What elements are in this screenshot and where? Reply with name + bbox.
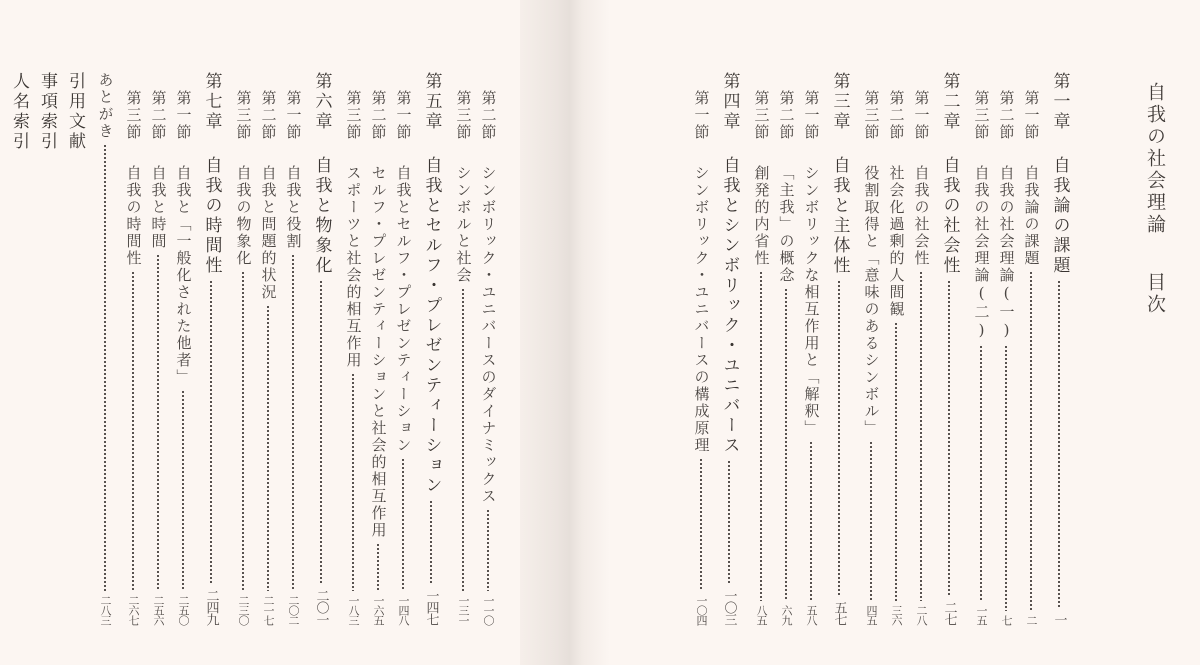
entry-title: 自我の時間性 <box>201 156 222 276</box>
dot-leader <box>980 345 982 601</box>
page-number: 一五 <box>975 605 988 625</box>
entry-title: 創発的内省性 <box>752 165 771 267</box>
dot-leader <box>402 458 404 591</box>
dot-leader <box>1030 271 1032 611</box>
dot-leader <box>242 271 244 591</box>
entry-title: 自我と「一般化された他者」 <box>174 165 193 386</box>
dot-leader <box>728 460 730 585</box>
toc-heading: 目次 <box>1144 272 1166 316</box>
entry-title: スポーツと社会的相互作用 <box>344 165 363 369</box>
page-number: 五八 <box>805 605 818 625</box>
entry-number: 第二節 <box>887 90 906 141</box>
dot-leader <box>132 271 134 591</box>
dot-leader <box>210 280 212 585</box>
page-number: 二八三 <box>99 595 112 625</box>
entry-title: 自我とセルフ・プレゼンティーション <box>421 156 442 496</box>
entry-number: 第二節 <box>259 90 278 141</box>
book-title: 自我の社会理論 <box>1144 82 1166 236</box>
page-number: 四五 <box>865 605 878 625</box>
entry-title: 自我と物象化 <box>311 156 332 276</box>
entry-title: 自我の時間性 <box>124 165 143 267</box>
toc-chapter-entry[interactable] <box>718 72 740 625</box>
page-number: 六九 <box>780 605 793 625</box>
dot-leader <box>320 280 322 585</box>
page-number: 三六 <box>890 605 903 625</box>
page-number: 二 <box>1025 615 1038 625</box>
toc-chapter-entry[interactable] <box>310 72 332 625</box>
book-title-block <box>1145 82 1164 316</box>
entry-number: 第三節 <box>344 90 363 141</box>
page-number: 一四八 <box>397 595 410 625</box>
page-number: 二五〇 <box>177 595 190 625</box>
entry-title: 自我論の課題 <box>1049 156 1070 276</box>
entry-number: 第二章 <box>939 72 960 132</box>
toc-section-entry[interactable] <box>232 90 254 625</box>
toc-section-entry[interactable] <box>367 90 389 625</box>
toc-section-entry[interactable] <box>750 90 772 625</box>
entry-number: 第七章 <box>201 72 222 132</box>
toc-chapter-entry[interactable] <box>938 72 960 625</box>
entry-title: 自我と主体性 <box>829 156 850 276</box>
page-number: 八五 <box>755 605 768 625</box>
toc-section-entry[interactable] <box>172 90 194 625</box>
toc-section-entry[interactable] <box>860 90 882 625</box>
entry-title: 自我論の課題 <box>1022 165 1041 267</box>
dot-leader <box>895 322 897 601</box>
entry-title: シンボリックな相互作用と「解釈」 <box>802 165 821 437</box>
toc-section-entry[interactable] <box>122 90 144 625</box>
entry-number: 第一節 <box>1022 90 1041 141</box>
dot-leader <box>462 288 464 591</box>
entry-number: 第六章 <box>311 72 332 132</box>
page-number: 二七 <box>941 601 957 625</box>
page-number: 二一七 <box>262 595 275 625</box>
book-gutter <box>520 0 610 665</box>
toc-backmatter-entry[interactable]: 事項索引 <box>37 72 57 152</box>
dot-leader <box>760 271 762 601</box>
page-number: 七 <box>1000 615 1013 625</box>
entry-number: 第一節 <box>284 90 303 141</box>
entry-number: 第三節 <box>124 90 143 141</box>
entry-title: 自我の物象化 <box>234 165 253 267</box>
entry-title: 自我の社会理論(一) <box>997 165 1016 341</box>
page-number: 二〇二 <box>287 595 300 625</box>
dot-leader <box>292 254 294 591</box>
page-number: 五七 <box>831 601 847 625</box>
dot-leader <box>810 441 812 601</box>
toc-chapter-entry[interactable] <box>1048 72 1070 625</box>
dot-leader <box>870 441 872 601</box>
toc-section-entry[interactable] <box>800 90 822 625</box>
toc-section-entry[interactable] <box>1020 90 1042 625</box>
dot-leader <box>838 280 840 597</box>
dot-leader <box>377 543 379 591</box>
toc-section-entry[interactable] <box>885 90 907 625</box>
entry-title: 自我の社会性 <box>912 165 931 267</box>
entry-number: 第二節 <box>479 90 498 141</box>
entry-title: 自我と役割 <box>284 165 303 250</box>
dot-leader <box>104 144 106 591</box>
entry-title: 自我の社会理論(二) <box>972 165 991 341</box>
toc-section-entry[interactable] <box>775 90 797 625</box>
page-number: 二五六 <box>152 595 165 625</box>
page-number: 二三〇 <box>237 595 250 625</box>
entry-number: 第一節 <box>802 90 821 141</box>
entry-title: あとがき <box>96 72 115 140</box>
dot-leader <box>785 288 787 601</box>
dot-leader <box>267 305 269 591</box>
entry-title: シンボリック・ユニバースの構成原理 <box>692 165 711 454</box>
entry-title: 自我と問題的状況 <box>259 165 278 301</box>
dot-leader <box>352 373 354 591</box>
toc-section-entry[interactable] <box>257 90 279 625</box>
entry-number: 第一節 <box>692 90 711 141</box>
toc-backmatter-entry[interactable] <box>94 72 116 625</box>
entry-number: 第一節 <box>912 90 931 141</box>
page-number: 二〇一 <box>313 589 329 625</box>
toc-section-entry[interactable] <box>995 90 1017 625</box>
entry-title: 自我とシンボリック・ユニバース <box>719 156 740 456</box>
entry-title: セルフ・プレゼンティーションと社会的相互作用 <box>369 165 388 539</box>
dot-leader <box>430 500 432 585</box>
page-number: 一八三 <box>347 595 360 625</box>
toc-section-entry[interactable] <box>690 90 712 625</box>
entry-title: 役割取得と「意味のあるシンボル」 <box>862 165 881 437</box>
entry-title: 自我とセルフ・プレゼンティーション <box>394 165 413 454</box>
entry-title: 社会化過剰的人間観 <box>887 165 906 318</box>
entry-title: 自我と時間 <box>149 165 168 250</box>
toc-section-entry[interactable] <box>147 90 169 625</box>
entry-number: 第二節 <box>369 90 388 141</box>
entry-number: 第二節 <box>997 90 1016 141</box>
dot-leader <box>948 280 950 597</box>
dot-leader <box>182 390 184 591</box>
page-number: 二八 <box>915 605 928 625</box>
entry-title: シンボリック・ユニバースのダイナミックス <box>479 165 498 505</box>
entry-number: 第三節 <box>752 90 771 141</box>
entry-number: 第四章 <box>719 72 740 132</box>
entry-number: 第三節 <box>972 90 991 141</box>
entry-number: 第二節 <box>777 90 796 141</box>
dot-leader <box>1005 345 1007 611</box>
entry-number: 第一章 <box>1049 72 1070 132</box>
page-number: 一 <box>1051 613 1067 625</box>
dot-leader <box>700 458 702 591</box>
page-number: 一六五 <box>372 595 385 625</box>
entry-number: 第三章 <box>829 72 850 132</box>
page-number: 一〇三 <box>721 589 737 625</box>
page-number: 一〇四 <box>695 595 708 625</box>
entry-title: 自我の社会性 <box>939 156 960 276</box>
toc-section-entry[interactable] <box>910 90 932 625</box>
toc-chapter-entry[interactable] <box>200 72 222 625</box>
entry-number: 第三節 <box>454 90 473 141</box>
toc-backmatter-entry[interactable]: 人名索引 <box>9 72 29 152</box>
toc-section-entry[interactable] <box>392 90 414 625</box>
toc-backmatter-entry[interactable]: 引用文献 <box>65 72 85 152</box>
toc-chapter-entry[interactable] <box>420 72 442 625</box>
entry-number: 第三節 <box>234 90 253 141</box>
entry-number: 第一節 <box>174 90 193 141</box>
dot-leader <box>157 254 159 591</box>
entry-number: 第一節 <box>394 90 413 141</box>
entry-title: 「主我」の概念 <box>777 165 796 284</box>
dot-leader <box>487 509 489 591</box>
entry-title: シンボルと社会 <box>454 165 473 284</box>
toc-section-entry[interactable] <box>477 90 499 625</box>
dot-leader <box>1058 280 1060 609</box>
toc-section-entry[interactable] <box>970 90 992 625</box>
dot-leader <box>920 271 922 601</box>
page-number: 一三一 <box>457 595 470 625</box>
page-number: 二六七 <box>127 595 140 625</box>
toc-chapter-entry[interactable] <box>828 72 850 625</box>
entry-number: 第三節 <box>862 90 881 141</box>
toc-section-entry[interactable] <box>282 90 304 625</box>
toc-section-entry[interactable] <box>342 90 364 625</box>
page-number: 一四七 <box>423 589 439 625</box>
page-number: 二四九 <box>203 589 219 625</box>
page-number: 一一〇 <box>482 595 495 625</box>
entry-number: 第二節 <box>149 90 168 141</box>
toc-section-entry[interactable] <box>452 90 474 625</box>
entry-number: 第五章 <box>421 72 442 132</box>
